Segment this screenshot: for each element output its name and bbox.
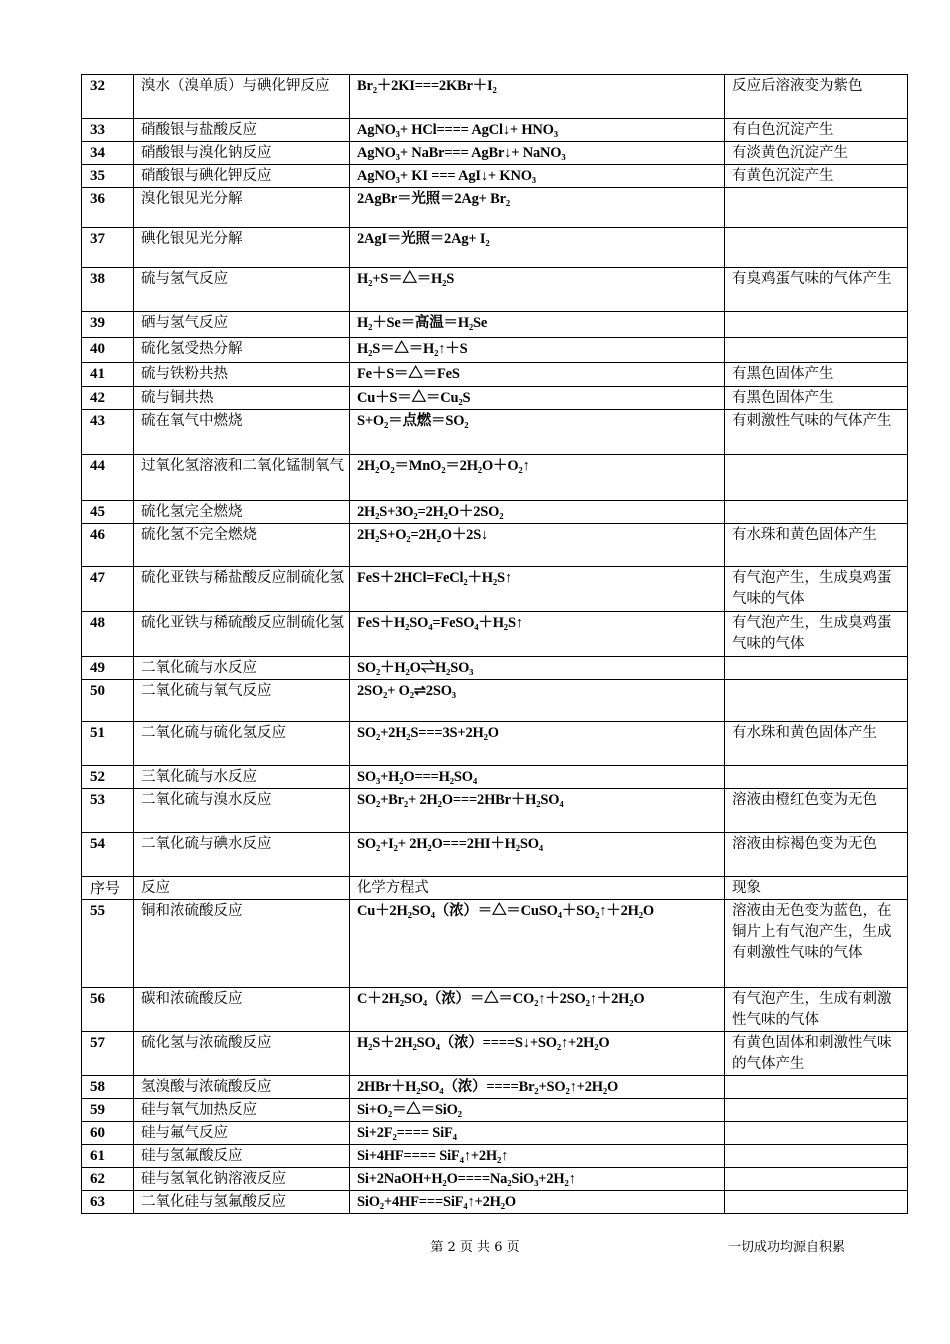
footer-motto: 一切成功均源自积累 xyxy=(728,1240,846,1255)
equation-cell: SO₂+Br₂+ 2H₂O===2HBr＋H₂SO₄ xyxy=(350,789,725,833)
phenomenon-cell: 有气泡产生，生成臭鸡蛋气味的气体 xyxy=(725,612,908,657)
row-number-cell: 33 xyxy=(82,119,134,142)
reaction-cell: 铜和浓硫酸反应 xyxy=(134,900,350,988)
equation-cell: 2H₂S+O₂=2H₂O＋2S↓ xyxy=(350,524,725,567)
row-number-cell: 37 xyxy=(82,228,134,268)
row-number-cell: 51 xyxy=(82,722,134,766)
row-number-cell: 57 xyxy=(82,1032,134,1076)
table-row xyxy=(82,455,908,501)
table-row xyxy=(82,1032,908,1076)
row-number-cell: 49 xyxy=(82,657,134,680)
phenomenon-cell: 有黄色沉淀产生 xyxy=(725,165,908,188)
row-number-cell: 38 xyxy=(82,268,134,312)
table-row xyxy=(82,1145,908,1168)
reaction-cell: 碘化银见光分解 xyxy=(134,228,350,268)
row-number-cell: 43 xyxy=(82,410,134,455)
reaction-cell: 硫与氢气反应 xyxy=(134,268,350,312)
reaction-cell: 硝酸银与溴化钠反应 xyxy=(134,142,350,165)
phenomenon-cell: 溶液由无色变为蓝色，在铜片上有气泡产生，生成有刺激性气味的气体 xyxy=(725,900,908,988)
table-row xyxy=(82,188,908,228)
row-number-cell: 42 xyxy=(82,387,134,410)
row-number-cell: 59 xyxy=(82,1099,134,1122)
equation-cell: SO₂+2H₂S===3S+2H₂O xyxy=(350,722,725,766)
reaction-cell: 溴化银见光分解 xyxy=(134,188,350,228)
table-row xyxy=(82,228,908,268)
row-number-cell: 53 xyxy=(82,789,134,833)
table-row xyxy=(82,338,908,363)
phenomenon-cell xyxy=(725,1191,908,1214)
table-row xyxy=(82,789,908,833)
equation-cell: AgNO₃+ NaBr=== AgBr↓+ NaNO₃ xyxy=(350,142,725,165)
reaction-cell: 二氧化硫与氧气反应 xyxy=(134,680,350,722)
table-row xyxy=(82,900,908,988)
row-number-cell: 39 xyxy=(82,312,134,338)
reaction-cell: 硅与氢氧化钠溶液反应 xyxy=(134,1168,350,1191)
reaction-cell: 硫在氧气中燃烧 xyxy=(134,410,350,455)
phenomenon-cell: 有水珠和黄色固体产生 xyxy=(725,722,908,766)
equation-cell: 化学方程式 xyxy=(350,877,725,900)
reaction-cell: 二氧化硫与水反应 xyxy=(134,657,350,680)
reaction-cell: 硫化氢受热分解 xyxy=(134,338,350,363)
phenomenon-cell: 现象 xyxy=(725,877,908,900)
equation-cell: H₂S＋2H₂SO₄（浓）====S↓+SO₂↑+2H₂O xyxy=(350,1032,725,1076)
phenomenon-cell: 有黑色固体产生 xyxy=(725,363,908,387)
table-row xyxy=(82,612,908,657)
row-number-cell: 40 xyxy=(82,338,134,363)
phenomenon-cell: 有气泡产生，生成有刺激性气味的气体 xyxy=(725,988,908,1032)
table-row xyxy=(82,1191,908,1214)
table-row xyxy=(82,268,908,312)
reaction-cell: 硝酸银与盐酸反应 xyxy=(134,119,350,142)
reaction-cell: 硫与铜共热 xyxy=(134,387,350,410)
equation-cell: S+O₂＝点燃＝SO₂ xyxy=(350,410,725,455)
equation-cell: Br₂＋2KI===2KBr＋I₂ xyxy=(350,75,725,119)
row-number-cell: 60 xyxy=(82,1122,134,1145)
row-number-cell: 44 xyxy=(82,455,134,501)
equation-cell: Si+O₂＝△＝SiO₂ xyxy=(350,1099,725,1122)
table-row xyxy=(82,567,908,612)
table-row xyxy=(82,119,908,142)
reaction-table xyxy=(81,74,908,1214)
reaction-cell: 硅与氢氟酸反应 xyxy=(134,1145,350,1168)
equation-cell: H₂＋Se＝高温＝H₂Se xyxy=(350,312,725,338)
equation-cell: SiO₂+4HF===SiF₄↑+2H₂O xyxy=(350,1191,725,1214)
row-number-cell: 序号 xyxy=(82,877,134,900)
equation-cell: SO₂＋H₂O⇌H₂SO₃ xyxy=(350,657,725,680)
table-row xyxy=(82,1099,908,1122)
reaction-cell: 过氧化氢溶液和二氧化锰制氧气 xyxy=(134,455,350,501)
row-number-cell: 45 xyxy=(82,501,134,524)
phenomenon-cell: 有白色沉淀产生 xyxy=(725,119,908,142)
phenomenon-cell: 有黄色固体和刺激性气味的气体产生 xyxy=(725,1032,908,1076)
equation-cell: Cu＋S＝△＝Cu₂S xyxy=(350,387,725,410)
equation-cell: Si+4HF==== SiF₄↑+2H₂↑ xyxy=(350,1145,725,1168)
equation-cell: FeS＋2HCl=FeCl₂＋H₂S↑ xyxy=(350,567,725,612)
row-number-cell: 52 xyxy=(82,766,134,789)
phenomenon-cell xyxy=(725,188,908,228)
reaction-cell: 反应 xyxy=(134,877,350,900)
row-number-cell: 35 xyxy=(82,165,134,188)
phenomenon-cell xyxy=(725,1076,908,1099)
reaction-cell: 三氧化硫与水反应 xyxy=(134,766,350,789)
phenomenon-cell: 有气泡产生，生成臭鸡蛋气味的气体 xyxy=(725,567,908,612)
table-row xyxy=(82,312,908,338)
equation-cell: SO₃+H₂O===H₂SO₄ xyxy=(350,766,725,789)
table-row xyxy=(82,142,908,165)
reaction-cell: 硫化氢完全燃烧 xyxy=(134,501,350,524)
equation-cell: H₂S＝△＝H₂↑＋S xyxy=(350,338,725,363)
equation-cell: SO₂+I₂+ 2H₂O===2HI＋H₂SO₄ xyxy=(350,833,725,877)
table-row xyxy=(82,165,908,188)
reaction-cell: 硫化亚铁与稀硫酸反应制硫化氢 xyxy=(134,612,350,657)
equation-cell: 2AgI＝光照＝2Ag+ I₂ xyxy=(350,228,725,268)
table-row xyxy=(82,722,908,766)
row-number-cell: 41 xyxy=(82,363,134,387)
phenomenon-cell: 有臭鸡蛋气味的气体产生 xyxy=(725,268,908,312)
table-row xyxy=(82,387,908,410)
row-number-cell: 63 xyxy=(82,1191,134,1214)
table-row xyxy=(82,410,908,455)
equation-cell: 2HBr＋H₂SO₄（浓）====Br₂+SO₂↑+2H₂O xyxy=(350,1076,725,1099)
reaction-cell: 硫化亚铁与稀盐酸反应制硫化氢 xyxy=(134,567,350,612)
reaction-cell: 硫化氢不完全燃烧 xyxy=(134,524,350,567)
row-number-cell: 48 xyxy=(82,612,134,657)
phenomenon-cell xyxy=(725,1145,908,1168)
row-number-cell: 50 xyxy=(82,680,134,722)
phenomenon-cell xyxy=(725,228,908,268)
table-row xyxy=(82,988,908,1032)
reaction-cell: 硅与氧气加热反应 xyxy=(134,1099,350,1122)
table-row xyxy=(82,680,908,722)
phenomenon-cell: 有刺激性气味的气体产生 xyxy=(725,410,908,455)
row-number-cell: 61 xyxy=(82,1145,134,1168)
phenomenon-cell xyxy=(725,312,908,338)
row-number-cell: 32 xyxy=(82,75,134,119)
reaction-cell: 二氧化硫与硫化氢反应 xyxy=(134,722,350,766)
phenomenon-cell: 溶液由棕褐色变为无色 xyxy=(725,833,908,877)
reaction-cell: 二氧化硅与氢氟酸反应 xyxy=(134,1191,350,1214)
table-row xyxy=(82,524,908,567)
row-number-cell: 55 xyxy=(82,900,134,988)
phenomenon-cell xyxy=(725,657,908,680)
phenomenon-cell: 有黑色固体产生 xyxy=(725,387,908,410)
reaction-table-body xyxy=(82,75,908,1214)
row-number-cell: 54 xyxy=(82,833,134,877)
reaction-cell: 硒与氢气反应 xyxy=(134,312,350,338)
page-number: 第 2 页 共 6 页 xyxy=(430,1240,520,1255)
equation-cell: AgNO₃+ KI === AgI↓+ KNO₃ xyxy=(350,165,725,188)
equation-cell: Fe＋S＝△＝FeS xyxy=(350,363,725,387)
phenomenon-cell: 有淡黄色沉淀产生 xyxy=(725,142,908,165)
equation-cell: Cu＋2H₂SO₄（浓）＝△＝CuSO₄＋SO₂↑＋2H₂O xyxy=(350,900,725,988)
row-number-cell: 58 xyxy=(82,1076,134,1099)
phenomenon-cell: 有水珠和黄色固体产生 xyxy=(725,524,908,567)
equation-cell: 2H₂O₂＝MnO₂＝2H₂O＋O₂↑ xyxy=(350,455,725,501)
phenomenon-cell xyxy=(725,1122,908,1145)
row-number-cell: 34 xyxy=(82,142,134,165)
phenomenon-cell xyxy=(725,680,908,722)
equation-cell: Si+2NaOH+H₂O====Na₂SiO₃+2H₂↑ xyxy=(350,1168,725,1191)
reaction-cell: 硫化氢与浓硫酸反应 xyxy=(134,1032,350,1076)
phenomenon-cell xyxy=(725,1099,908,1122)
reaction-cell: 硫与铁粉共热 xyxy=(134,363,350,387)
equation-cell: 2H₂S+3O₂=2H₂O＋2SO₂ xyxy=(350,501,725,524)
equation-cell: AgNO₃+ HCl==== AgCl↓+ HNO₃ xyxy=(350,119,725,142)
row-number-cell: 36 xyxy=(82,188,134,228)
equation-cell: 2SO₂+ O₂⇌2SO₃ xyxy=(350,680,725,722)
table-row xyxy=(82,363,908,387)
reaction-cell: 二氧化硫与溴水反应 xyxy=(134,789,350,833)
row-number-cell: 56 xyxy=(82,988,134,1032)
equation-cell: C＋2H₂SO₄（浓）＝△＝CO₂↑＋2SO₂↑＋2H₂O xyxy=(350,988,725,1032)
table-row xyxy=(82,1168,908,1191)
phenomenon-cell xyxy=(725,766,908,789)
equation-cell: FeS＋H₂SO₄=FeSO₄＋H₂S↑ xyxy=(350,612,725,657)
phenomenon-cell xyxy=(725,455,908,501)
phenomenon-cell: 反应后溶液变为紫色 xyxy=(725,75,908,119)
reaction-cell: 溴水（溴单质）与碘化钾反应 xyxy=(134,75,350,119)
equation-cell: Si+2F₂==== SiF₄ xyxy=(350,1122,725,1145)
phenomenon-cell xyxy=(725,1168,908,1191)
table-row xyxy=(82,766,908,789)
phenomenon-cell xyxy=(725,338,908,363)
reaction-cell: 硅与氟气反应 xyxy=(134,1122,350,1145)
reaction-cell: 硝酸银与碘化钾反应 xyxy=(134,165,350,188)
table-row xyxy=(82,1122,908,1145)
row-number-cell: 46 xyxy=(82,524,134,567)
table-row xyxy=(82,75,908,119)
phenomenon-cell xyxy=(725,501,908,524)
reaction-cell: 碳和浓硫酸反应 xyxy=(134,988,350,1032)
reaction-table-sheet xyxy=(81,74,907,1214)
reaction-cell: 氢溴酸与浓硫酸反应 xyxy=(134,1076,350,1099)
row-number-cell: 62 xyxy=(82,1168,134,1191)
reaction-cell: 二氧化硫与碘水反应 xyxy=(134,833,350,877)
phenomenon-cell: 溶液由橙红色变为无色 xyxy=(725,789,908,833)
table-row xyxy=(82,833,908,877)
equation-cell: H₂+S＝△＝H₂S xyxy=(350,268,725,312)
table-header-row xyxy=(82,877,908,900)
equation-cell: 2AgBr＝光照＝2Ag+ Br₂ xyxy=(350,188,725,228)
row-number-cell: 47 xyxy=(82,567,134,612)
table-row xyxy=(82,501,908,524)
table-row xyxy=(82,657,908,680)
table-row xyxy=(82,1076,908,1099)
